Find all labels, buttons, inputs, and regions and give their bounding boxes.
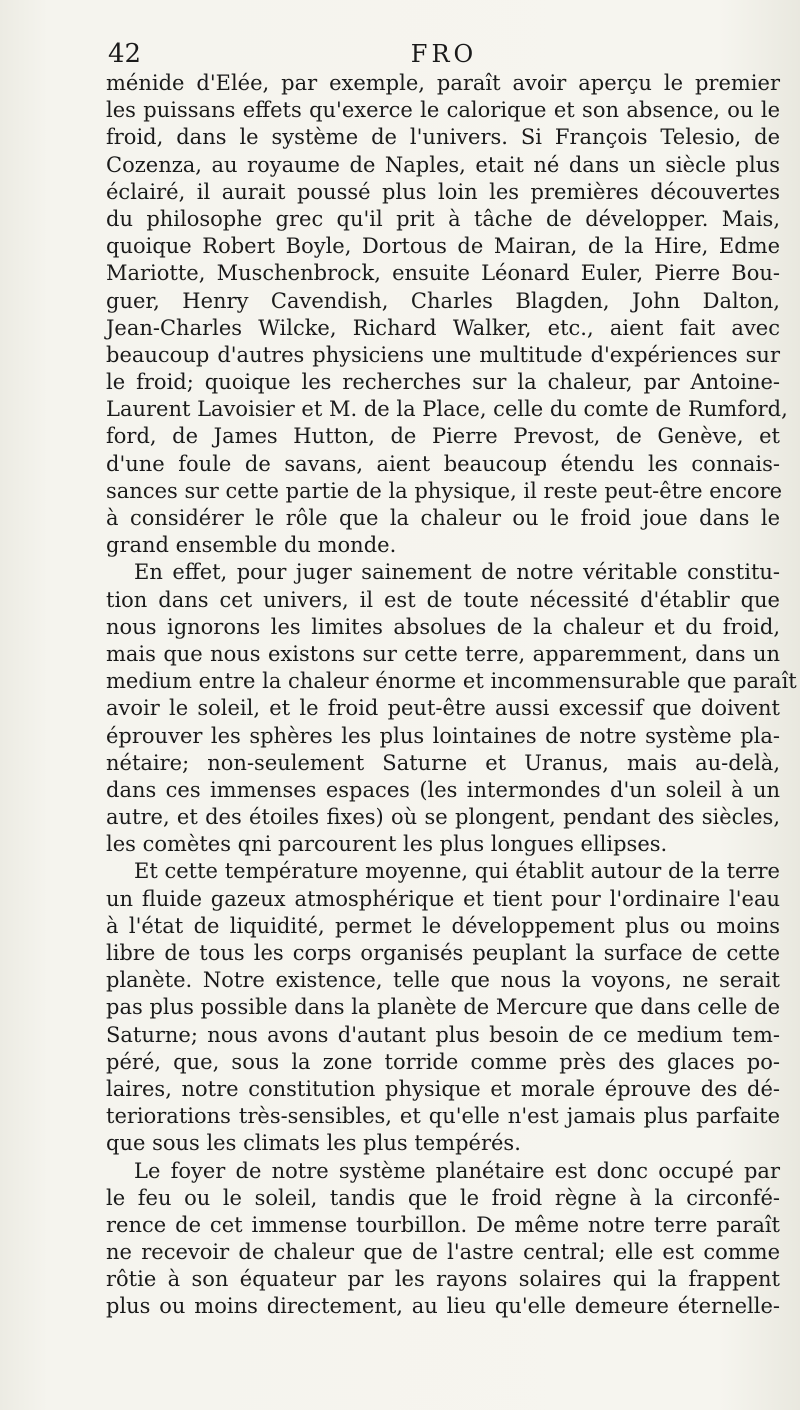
text-line: éclairé, il aurait poussé plus loin les premières découvertes xyxy=(106,179,780,204)
text-line: ford, de James Hutton, de Pierre Prevost, de Genève, et xyxy=(106,424,780,449)
text-line: à l'état de liquidité, permet le développement plus ou moins xyxy=(106,913,780,938)
text-line: plus ou moins directement, au lieu qu'elle demeure éternelle- xyxy=(106,1294,780,1319)
text-line: ne recevoir de chaleur que de l'astre central; elle est comme xyxy=(106,1240,780,1265)
text-line: En effet, pour juger sainement de notre véritable constitu- xyxy=(134,560,780,585)
text-line: du philosophe grec qu'il prit à tâche de développer. Mais, xyxy=(106,206,780,231)
text-line: les puissans effets qu'exerce le calorique et son absence, ou le xyxy=(106,98,780,123)
text-line: tion dans cet univers, il est de toute nécessité d'établir que xyxy=(106,587,780,612)
text-line: medium entre la chaleur énorme et incommensurable que paraît xyxy=(106,669,797,694)
text-line: Mariotte, Muschenbrock, ensuite Léonard Euler, Pierre Bou- xyxy=(106,261,780,286)
text-line: sances sur cette partie de la physique, il reste peut-être encore xyxy=(106,478,783,503)
text-line: Cozenza, au royaume de Naples, etait né dans un siècle plus xyxy=(106,152,780,177)
text-line: quoique Robert Boyle, Dortous de Mairan, de la Hire, Edme xyxy=(106,234,780,259)
text-line: que sous les climats les plus tempérés. xyxy=(106,1131,521,1156)
text-line: un fluide gazeux atmosphérique et tient pour l'ordinaire l'eau xyxy=(106,886,780,911)
text-line: beaucoup d'autres physiciens une multitude d'expériences sur xyxy=(106,342,780,367)
running-head: FRO xyxy=(410,40,478,68)
text-line: planète. Notre existence, telle que nous la voyons, ne serait xyxy=(106,968,780,993)
text-line: nous ignorons les limites absolues de la chaleur et du froid, xyxy=(106,614,780,639)
text-line: froid, dans le système de l'univers. Si François Telesio, de xyxy=(106,125,780,150)
text-line: dans ces immenses espaces (les intermondes d'un soleil à un xyxy=(106,777,780,802)
text-line: pas plus possible dans la planète de Mercure que dans celle de xyxy=(106,995,780,1020)
text-line: libre de tous les corps organisés peuplant la surface de cette xyxy=(106,941,780,965)
text-line: ménide d'Elée, par exemple, paraît avoir aperçu le premier xyxy=(106,71,780,95)
text-line: autre, et des étoiles fixes) où se plongent, pendant des siècles, xyxy=(106,805,780,830)
text-line: teriorations très-sensibles, et qu'elle n'est jamais plus parfaite xyxy=(106,1104,780,1129)
text-line: d'une foule de savans, aient beaucoup étendu les connais- xyxy=(106,451,780,476)
text-line: Le foyer de notre système planétaire est donc occupé par xyxy=(134,1158,780,1183)
text-line: guer, Henry Cavendish, Charles Blagden, John Dalton, xyxy=(106,288,780,313)
text-line: Laurent Lavoisier et M. de la Place, celle du comte de Rumford, xyxy=(106,397,788,422)
text-line: laires, notre constitution physique et morale éprouve des dé- xyxy=(106,1076,780,1101)
text-line: à considérer le rôle que la chaleur ou le froid joue dans le xyxy=(106,506,780,530)
page-header xyxy=(108,38,780,70)
text-line: grand ensemble du monde. xyxy=(106,533,397,558)
text-line: Jean-Charles Wilcke, Richard Walker, etc., aient fait avec xyxy=(106,315,780,340)
text-line: rence de cet immense tourbillon. De même notre terre paraît xyxy=(106,1212,780,1237)
page-number: 42 xyxy=(108,39,142,69)
text-line: avoir le soleil, et le froid peut-être aussi excessif que doivent xyxy=(106,696,780,721)
text-line: rôtie à son équateur par les rayons solaires qui la frappent xyxy=(106,1267,780,1292)
text-line: nétaire; non-seulement Saturne et Uranus, mais au-delà, xyxy=(106,750,780,775)
text-line: le feu ou le soleil, tandis que le froid règne à la circonfé- xyxy=(106,1185,780,1210)
text-line: mais que nous existons sur cette terre, apparemment, dans un xyxy=(106,641,780,666)
body-text xyxy=(106,70,797,1321)
text-line: le froid; quoique les recherches sur la chaleur, par Antoine- xyxy=(106,370,780,395)
text-line: éprouver les sphères les plus lointaines de notre système pla- xyxy=(106,723,780,748)
text-line: Saturne; nous avons d'autant plus besoin de ce medium tem- xyxy=(106,1022,780,1047)
text-line: Et cette température moyenne, qui établit autour de la terre xyxy=(134,859,780,884)
text-line: les comètes qni parcourent les plus longues ellipses. xyxy=(106,832,668,857)
text-line: péré, que, sous la zone torride comme près des glaces po- xyxy=(106,1049,780,1074)
